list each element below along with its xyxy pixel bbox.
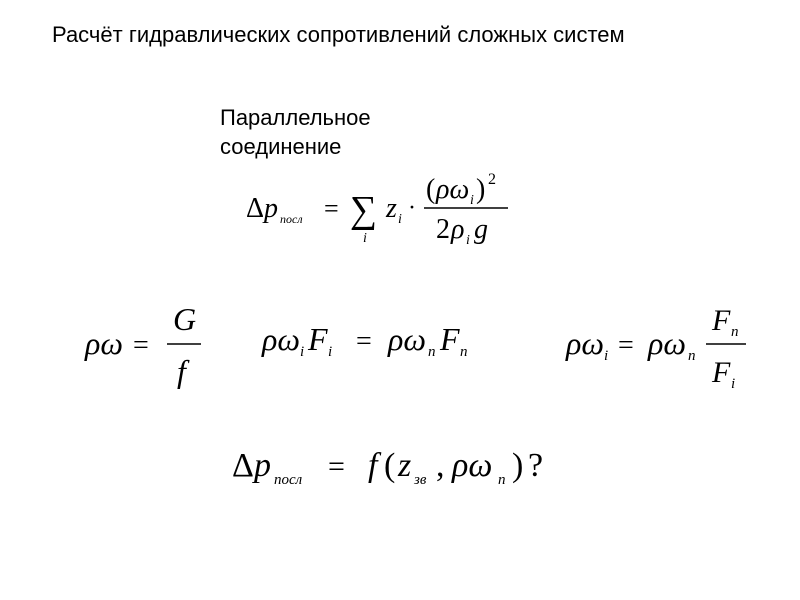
formula-continuity	[262, 318, 512, 368]
svg-text:n: n	[428, 344, 436, 360]
formula-branch-mass-velocity	[566, 300, 756, 395]
svg-text:i: i	[470, 193, 474, 208]
svg-text:p: p	[254, 447, 271, 484]
svg-text:i: i	[604, 348, 609, 364]
svg-text:ρω: ρω	[648, 325, 686, 361]
svg-text:n: n	[731, 324, 739, 340]
svg-text:g: g	[474, 214, 488, 245]
svg-text:n: n	[688, 348, 696, 364]
formula-pressure-loss-sum	[246, 170, 536, 250]
svg-text:F: F	[712, 356, 731, 389]
svg-text:i: i	[363, 231, 367, 246]
svg-text:ρω: ρω	[436, 174, 470, 205]
svg-text:f: f	[368, 447, 378, 484]
svg-text:ρω: ρω	[566, 325, 604, 361]
svg-text:(: (	[384, 447, 396, 484]
svg-text:?: ?	[528, 447, 544, 484]
svg-text:z: z	[398, 447, 412, 484]
svg-text:F: F	[712, 304, 731, 337]
svg-text:2: 2	[436, 214, 450, 245]
svg-text:ρ: ρ	[451, 214, 465, 245]
svg-text:посл: посл	[280, 212, 303, 226]
svg-text:=: =	[324, 194, 339, 223]
svg-text:зв: зв	[414, 472, 427, 488]
svg-text:·: ·	[408, 195, 416, 221]
slide-subtitle: Параллельное соединение	[220, 105, 371, 159]
formula-question	[232, 440, 592, 500]
slide-title: Расчёт гидравлических сопротивлений сложных систем	[52, 22, 625, 47]
svg-text:ρω: ρω	[388, 321, 426, 357]
svg-text:(: (	[426, 174, 436, 205]
svg-text:i: i	[328, 344, 333, 360]
svg-text:p: p	[264, 193, 278, 224]
svg-text:=: =	[328, 450, 345, 483]
svg-text:z: z	[386, 193, 397, 224]
svg-text:F: F	[308, 321, 328, 357]
svg-text:=: =	[618, 330, 634, 361]
svg-text:): )	[476, 174, 486, 205]
svg-text:ρω: ρω	[452, 447, 493, 484]
svg-text:ρω: ρω	[262, 321, 300, 357]
svg-text:Δ: Δ	[246, 193, 265, 224]
svg-text:n: n	[460, 344, 468, 360]
svg-text:∑: ∑	[350, 189, 378, 231]
svg-text:n: n	[498, 472, 506, 488]
svg-text:=: =	[133, 330, 149, 361]
svg-text:ρω: ρω	[85, 325, 123, 361]
svg-text:i: i	[300, 344, 305, 360]
svg-text:i: i	[731, 376, 736, 392]
formula-mass-velocity	[85, 300, 215, 390]
svg-text:,: ,	[436, 447, 445, 484]
svg-text:i: i	[398, 212, 402, 227]
svg-text:=: =	[356, 326, 372, 357]
svg-text:f: f	[177, 353, 186, 389]
svg-text:2: 2	[488, 171, 496, 188]
svg-text:Δ: Δ	[232, 447, 254, 484]
svg-text:посл: посл	[274, 472, 303, 488]
svg-text:F: F	[440, 321, 460, 357]
svg-text:G: G	[173, 301, 197, 337]
svg-text:i: i	[466, 233, 470, 248]
svg-text:): )	[512, 447, 524, 484]
